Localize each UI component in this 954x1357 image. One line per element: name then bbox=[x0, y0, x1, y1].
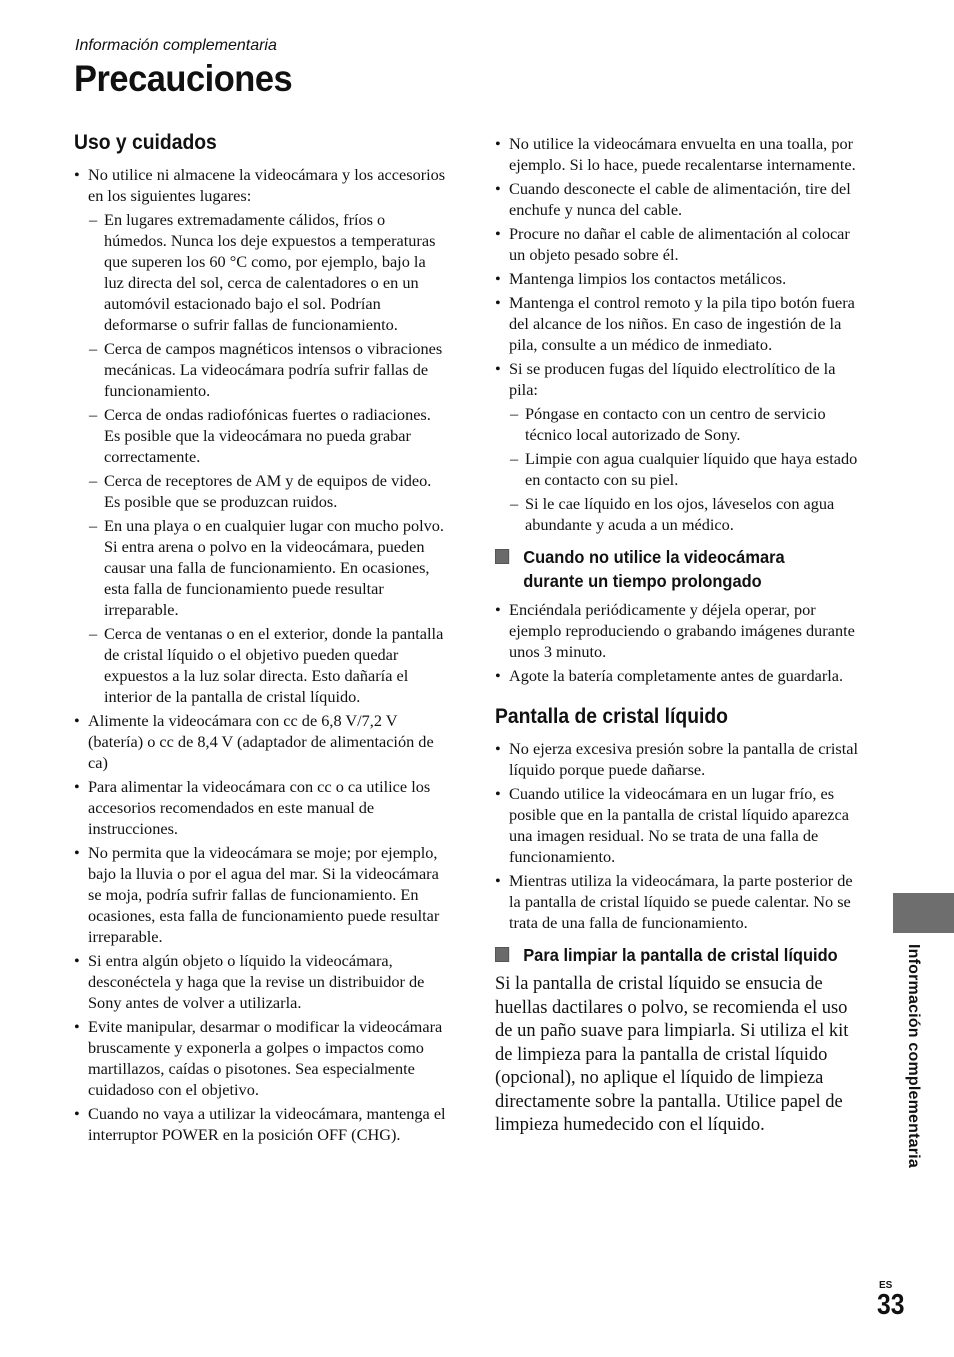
sub-list-item bbox=[74, 470, 446, 512]
list-item bbox=[74, 710, 446, 773]
bullet-marker: • bbox=[74, 1104, 80, 1123]
list-item-text: Para alimentar la videocámara con cc o ca utilice los accesorios recomendados en este manual de instrucciones. bbox=[88, 777, 431, 838]
list-item bbox=[495, 268, 865, 289]
list-item-text: No permita que la videocámara se moje; por ejemplo, bajo la lluvia o por el agua del mar. Si la videocámara se moja, podría sufrir fallas de funcionamiento. En ocasiones, esta falla de funcionamiento puede resultar irreparable. bbox=[88, 843, 440, 946]
bullet-marker: • bbox=[495, 871, 501, 890]
sub-item-text: Póngase en contacto con un centro de servicio técnico local autorizado de Sony. bbox=[525, 404, 826, 444]
bullet-marker: • bbox=[74, 711, 80, 730]
paragraph-clean: Si la pantalla de cristal líquido se ensucia de huellas dactilares o polvo, se recomienda el uso de un paño suave para limpiarla. Si utiliza el kit de limpieza para la pantalla de cristal líquido (opcional), no aplique el líquido de limpieza directamente sobre la pantalla. Utilice papel de limpieza humedecido con el líquido. bbox=[495, 974, 849, 1135]
list-item-text: Agote la batería completamente antes de guardarla. bbox=[509, 666, 844, 685]
list-item-text: Mientras utiliza la videocámara, la parte posterior de la pantalla de cristal líquido se puede calentar. No se trata de una falla de funcionamiento. bbox=[509, 871, 853, 932]
list-item bbox=[74, 1016, 446, 1100]
list-item bbox=[495, 665, 865, 686]
section-heading-lcd: Pantalla de cristal líquido bbox=[495, 705, 728, 728]
sub-item-text: Cerca de ventanas o en el exterior, donde la pantalla de cristal líquido o el objetivo pueden quedar expuestos a la luz solar directa. Esto dañaría el interior de la pantalla de cristal líquido. bbox=[104, 624, 444, 706]
bullet-marker: • bbox=[74, 1017, 80, 1036]
list-item bbox=[495, 870, 865, 933]
list-item bbox=[495, 223, 865, 265]
bullet-list-uso bbox=[74, 164, 446, 1145]
language-code: ES bbox=[879, 1280, 893, 1291]
subheading-clean bbox=[495, 943, 843, 967]
bullet-marker: • bbox=[495, 179, 501, 198]
dash-marker: – bbox=[89, 405, 98, 424]
sub-list-item bbox=[74, 404, 446, 467]
list-item-text: Evite manipular, desarmar o modificar la videocámara bruscamente y exponerla a golpes o impactos como martillazos, caídas o pisotones. Sea especialmente cuidadoso con el objetivo. bbox=[88, 1017, 443, 1099]
dash-marker: – bbox=[89, 471, 98, 490]
list-item bbox=[74, 776, 446, 839]
page-title: Precauciones bbox=[74, 58, 293, 99]
subheading-idle bbox=[495, 545, 843, 593]
sub-item-text: En lugares extremadamente cálidos, fríos o húmedos. Nunca los deje expuestos a temperaturas que superen los 60 °C como, por ejemplo, bajo la luz directa del sol, cerca de calentadores o en un automóvil estacionado bajo el sol. Podrían deformarse o sufrir fallas de funcionamiento. bbox=[104, 210, 436, 334]
right-column bbox=[495, 133, 865, 1138]
dash-marker: – bbox=[510, 404, 519, 423]
dash-marker: – bbox=[89, 624, 98, 643]
list-item bbox=[495, 133, 865, 175]
list-item bbox=[495, 783, 865, 867]
list-item-text: Cuando utilice la videocámara en un lugar frío, es posible que en la pantalla de cristal líquido aparezca una imagen residual. No se trata de una falla de funcionamiento. bbox=[509, 784, 849, 866]
list-item bbox=[495, 292, 865, 355]
side-section-label: Información complementaria bbox=[905, 944, 922, 1168]
bullet-list-lcd bbox=[495, 738, 865, 933]
list-item-text: Si entra algún objeto o líquido la videocámara, desconéctela y haga que la revise un distribuidor de Sony antes de volver a utilizarla. bbox=[88, 951, 425, 1012]
list-item-text: Mantenga el control remoto y la pila tipo botón fuera del alcance de los niños. En caso de ingestión de la pila, consulte a un médico de inmediato. bbox=[509, 293, 855, 354]
list-item-text: Cuando no vaya a utilizar la videocámara, mantenga el interruptor POWER en la posición OFF (CHG). bbox=[88, 1104, 446, 1144]
list-item bbox=[74, 950, 446, 1013]
list-item bbox=[74, 1103, 446, 1145]
bullet-marker: • bbox=[495, 269, 501, 288]
list-item-text: Si se producen fugas del líquido electrolítico de la pila: bbox=[509, 359, 836, 399]
side-tab-marker bbox=[893, 893, 954, 933]
sub-list-item bbox=[74, 623, 446, 707]
sub-item-text: Cerca de ondas radiofónicas fuertes o radiaciones. Es posible que la videocámara no pueda grabar correctamente. bbox=[104, 405, 431, 466]
bullet-marker: • bbox=[74, 777, 80, 796]
bullet-marker: • bbox=[495, 359, 501, 378]
list-item-text: Enciéndala periódicamente y déjela operar, por ejemplo reproduciendo o grabando imágenes durante unos 3 minuto. bbox=[509, 600, 855, 661]
sub-list-item bbox=[74, 515, 446, 620]
dash-marker: – bbox=[89, 339, 98, 358]
sub-item-text: Limpie con agua cualquier líquido que haya estado en contacto con su piel. bbox=[525, 449, 858, 489]
sub-item-text: Si le cae líquido en los ojos, láveselos con agua abundante y acuda a un médico. bbox=[525, 494, 835, 534]
list-item-text: No utilice ni almacene la videocámara y los accesorios en los siguientes lugares: bbox=[88, 165, 446, 205]
subheading-text: Cuando no utilice la videocámara durante un tiempo prolongado bbox=[523, 547, 785, 591]
subheading-text: Para limpiar la pantalla de cristal líquido bbox=[523, 945, 838, 965]
list-item bbox=[495, 178, 865, 220]
sub-item-text: Cerca de receptores de AM y de equipos de video. Es posible que se produzcan ruidos. bbox=[104, 471, 432, 511]
sub-list-item bbox=[495, 403, 865, 445]
bullet-list-uso-continued bbox=[495, 133, 865, 535]
bullet-marker: • bbox=[495, 224, 501, 243]
bullet-marker: • bbox=[74, 165, 80, 184]
bullet-marker: • bbox=[495, 293, 501, 312]
section-heading-uso: Uso y cuidados bbox=[74, 131, 217, 154]
page-number: 33 bbox=[877, 1289, 905, 1321]
sub-list-item bbox=[74, 209, 446, 335]
list-item-text: Alimente la videocámara con cc de 6,8 V/7,2 V (batería) o cc de 8,4 V (adaptador de alimentación de ca) bbox=[88, 711, 434, 772]
dash-marker: – bbox=[510, 494, 519, 513]
sub-item-text: En una playa o en cualquier lugar con mucho polvo. Si entra arena o polvo en la videocámara, pueden causar una falla de funcionamiento. En ocasiones, esta falla de funcionamiento puede resultar irreparable. bbox=[104, 516, 444, 619]
bullet-marker: • bbox=[495, 739, 501, 758]
dash-marker: – bbox=[89, 516, 98, 535]
bullet-marker: • bbox=[495, 666, 501, 685]
list-item-text: Cuando desconecte el cable de alimentación, tire del enchufe y nunca del cable. bbox=[509, 179, 851, 219]
sub-item-text: Cerca de campos magnéticos intensos o vibraciones mecánicas. La videocámara podría sufrir fallas de funcionamiento. bbox=[104, 339, 443, 400]
bullet-list-idle bbox=[495, 599, 865, 686]
list-item-text: No utilice la videocámara envuelta en una toalla, por ejemplo. Si lo hace, puede recalentarse internamente. bbox=[509, 134, 856, 174]
list-item bbox=[495, 358, 865, 535]
square-bullet-icon bbox=[495, 549, 509, 564]
bullet-marker: • bbox=[495, 600, 501, 619]
list-item-text: Procure no dañar el cable de alimentación al colocar un objeto pesado sobre él. bbox=[509, 224, 850, 264]
sub-list bbox=[88, 209, 446, 707]
dash-marker: – bbox=[89, 210, 98, 229]
list-item bbox=[495, 599, 865, 662]
list-item-text: Mantenga limpios los contactos metálicos. bbox=[509, 269, 787, 288]
dash-marker: – bbox=[510, 449, 519, 468]
list-item bbox=[74, 842, 446, 947]
left-column bbox=[74, 130, 446, 1148]
square-bullet-icon bbox=[495, 947, 509, 962]
bullet-marker: • bbox=[495, 784, 501, 803]
sub-list bbox=[509, 403, 865, 535]
bullet-marker: • bbox=[74, 843, 80, 862]
list-item-text: No ejerza excesiva presión sobre la pantalla de cristal líquido porque puede dañarse. bbox=[509, 739, 858, 779]
sub-list-item bbox=[495, 448, 865, 490]
list-item bbox=[495, 738, 865, 780]
list-item bbox=[74, 164, 446, 707]
sub-list-item bbox=[495, 493, 865, 535]
section-kicker: Información complementaria bbox=[75, 37, 277, 54]
sub-list-item bbox=[74, 338, 446, 401]
bullet-marker: • bbox=[74, 951, 80, 970]
bullet-marker: • bbox=[495, 134, 501, 153]
